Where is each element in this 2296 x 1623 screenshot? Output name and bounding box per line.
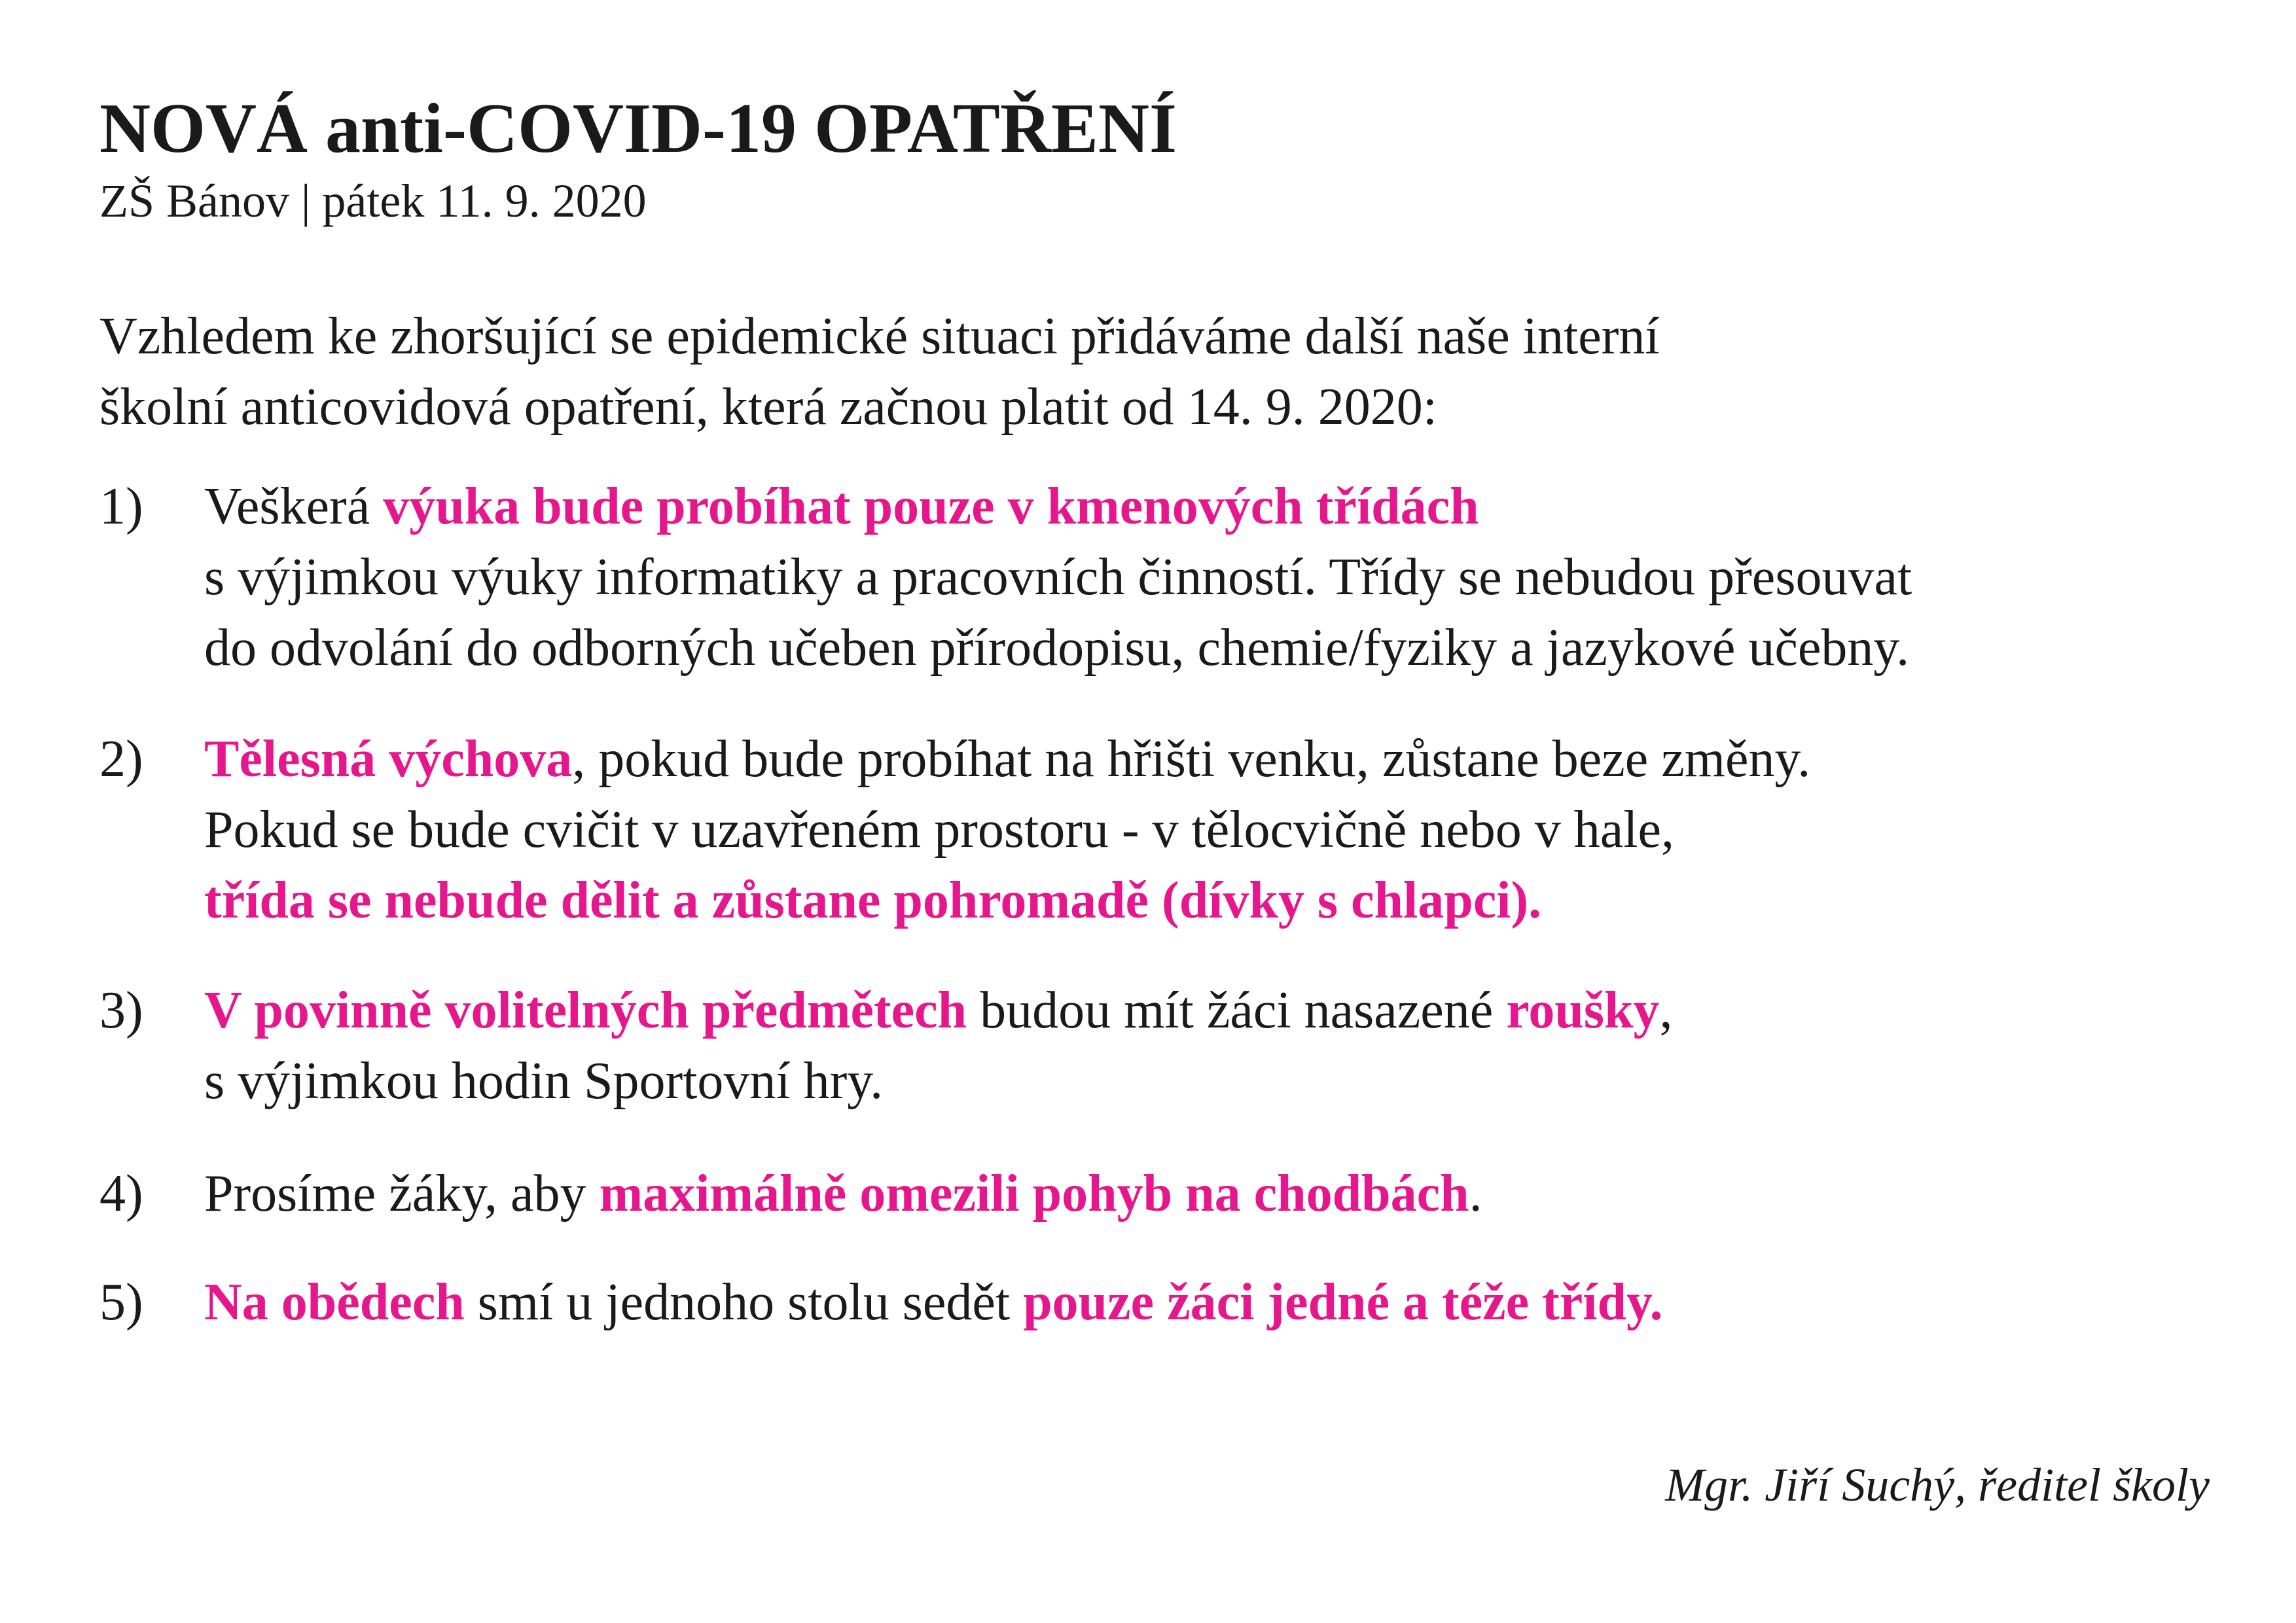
item-line: s výjimkou hodin Sportovní hry. <box>204 1052 884 1110</box>
item-line <box>204 471 1912 542</box>
item-highlight: V povinně volitelných předmětech <box>204 982 967 1039</box>
intro-paragraph <box>99 301 1660 442</box>
item-line <box>204 975 1672 1046</box>
item-number: 1) <box>99 478 143 535</box>
intro-line-2: školní anticovidová opatření, která začnou platit od 14. 9. 2020: <box>99 378 1437 436</box>
item-line <box>204 1158 1482 1229</box>
item-number: 3) <box>99 982 143 1039</box>
item-text: . <box>1469 1165 1482 1222</box>
item-highlight: roušky <box>1506 982 1660 1039</box>
item-line: Pokud se bude cvičit v uzavřeném prostoru - v tělocvičně nebo v hale, <box>204 801 1674 859</box>
item-highlight-line: třída se nebude dělit a zůstane pohromadě (dívky s chlapci). <box>204 872 1542 929</box>
item-number: 5) <box>99 1274 143 1331</box>
item-number: 2) <box>99 730 143 788</box>
item-line: do odvolání do odborných učeben přírodopisu, chemie/fyziky a jazykové učebny. <box>204 619 1910 677</box>
item-text: smí u jednoho stolu sedět <box>464 1274 1024 1331</box>
intro-line-1: Vzhledem ke zhoršující se epidemické situaci přidáváme další naše interní <box>99 308 1660 365</box>
item-line: s výjimkou výuky informatiky a pracovních činností. Třídy se nebudou přesouvat <box>204 548 1912 606</box>
page-subtitle: ZŠ Bánov | pátek 11. 9. 2020 <box>99 175 647 227</box>
item-highlight: výuka bude probíhat pouze v kmenových třídách <box>383 478 1479 535</box>
item-text: Veškerá <box>204 478 384 535</box>
item-line <box>204 724 1810 794</box>
item-highlight: pouze žáci jedné a téže třídy. <box>1023 1274 1663 1331</box>
item-body <box>204 724 1810 936</box>
item-text: , <box>1659 982 1673 1039</box>
page-title: NOVÁ anti-COVID-19 OPATŘENÍ <box>99 90 1177 168</box>
item-text: , pokud bude probíhat na hřišti venku, zůstane beze změny. <box>572 730 1811 788</box>
item-text: Prosíme žáky, aby <box>204 1165 600 1222</box>
item-body <box>204 1267 1663 1338</box>
item-body <box>204 1158 1482 1229</box>
item-highlight: Na obědech <box>204 1274 465 1331</box>
item-line <box>204 1267 1663 1338</box>
item-body <box>204 471 1912 683</box>
item-highlight: maximálně omezili pohyb na chodbách <box>599 1165 1469 1222</box>
item-text: budou mít žáci nasazené <box>967 982 1507 1039</box>
item-body <box>204 975 1672 1116</box>
signature: Mgr. Jiří Suchý, ředitel školy <box>1665 1459 2210 1511</box>
item-number: 4) <box>99 1165 143 1222</box>
item-highlight: Tělesná výchova <box>204 730 573 788</box>
